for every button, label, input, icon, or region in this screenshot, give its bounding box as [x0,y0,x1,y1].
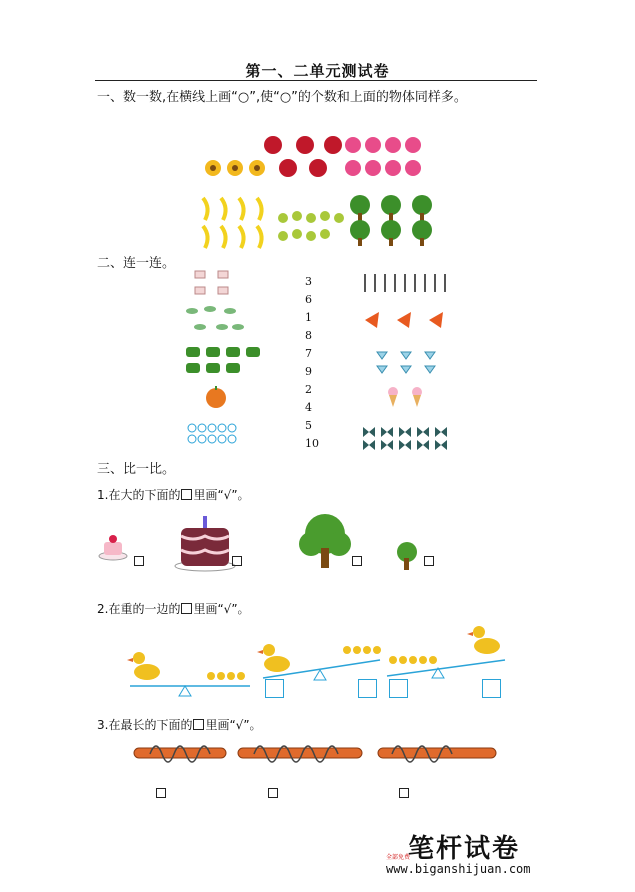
number-item: 6 [305,293,312,306]
number-item: 9 [305,365,312,378]
answer-box-small-tree[interactable] [424,556,434,566]
chick-icon [343,646,381,654]
number-item: 8 [305,329,312,342]
title-underline [95,80,537,81]
pipe-icon [134,746,226,762]
section-2-right-pictures [355,270,455,455]
chick-icon [207,672,245,680]
pipe-icon [238,746,362,762]
big-tree-icon [299,514,351,568]
number-item: 4 [305,401,312,414]
apple-icon [264,136,342,177]
small-cake-icon [99,535,127,560]
tree-icon [350,195,432,246]
section-2-instruction: 二、连一连。 [97,256,176,271]
answer-box-seesaw-2-left[interactable] [265,679,284,698]
question-1-text-before: 1.在大的下面的 [97,488,181,502]
section-1-instruction: 一、数一数,在横线上画“○”,使“○”的个数和上面的物体同样多。 [97,90,467,105]
question-1-text-after: 里画“√”。 [193,488,250,502]
question-2 [97,600,250,617]
answer-box-pipe-1[interactable] [156,788,166,798]
small-tree-icon [397,542,417,570]
answer-box-pipe-3[interactable] [399,788,409,798]
butterfly-icon [363,427,447,450]
card-icon [195,271,228,294]
number-item: 5 [305,419,312,432]
seesaw-1 [127,652,250,696]
duck-icon [467,626,500,654]
example-answer-box [181,603,192,614]
number-item: 7 [305,347,312,360]
pumpkin-icon [206,386,226,408]
brand-url[interactable]: www.biganshijuan.com [386,862,531,876]
peach-icon [345,137,421,176]
ring-icon [188,424,236,443]
question-3-text-after: 里画“√”。 [205,718,262,732]
example-answer-box [181,489,192,500]
answer-box-seesaw-2-right[interactable] [358,679,377,698]
number-item: 10 [305,437,319,450]
question-2-picture [125,622,510,702]
number-item: 2 [305,383,312,396]
number-column [305,273,319,453]
duck-icon [257,644,290,672]
question-1 [97,486,250,503]
boat-icon [377,352,435,373]
section-2-left-pictures [180,265,260,455]
question-1-picture [95,512,445,574]
question-3-text-before: 3.在最长的下面的 [97,718,193,732]
answer-box-seesaw-3-right[interactable] [482,679,501,698]
brand-tag: 全部免费 [386,854,411,861]
big-cake-icon [175,516,235,571]
brand-logo: 笔杆试卷 [408,834,521,864]
question-3-picture [130,738,500,770]
ice-cream-icon [388,387,422,407]
candy-icon [186,306,244,330]
seesaw-2 [257,644,381,680]
banana-icon [203,198,262,248]
section-1-picture [195,130,445,250]
duck-icon [127,652,160,680]
question-2-text-before: 2.在重的一边的 [97,602,181,616]
chick-icon [389,656,437,664]
number-item: 3 [305,275,312,288]
answer-box-pipe-2[interactable] [268,788,278,798]
goldfish-icon [365,312,443,328]
seesaw-3 [387,626,505,678]
example-answer-box [193,719,204,730]
question-2-text-after: 里画“√”。 [193,602,250,616]
pipe-icon [378,746,496,762]
pear-icon [278,211,344,241]
answer-box-big-tree[interactable] [352,556,362,566]
answer-box-big-cake[interactable] [232,556,242,566]
leaf-icon [186,347,260,373]
answer-box-seesaw-3-left[interactable] [389,679,408,698]
page-title: 第一、二单元测试卷 [245,62,390,80]
sunflower-icon [205,160,265,176]
number-item: 1 [305,311,312,324]
question-3 [97,716,262,733]
pencil-icon [365,274,445,292]
answer-box-small-cake[interactable] [134,556,144,566]
section-3-instruction: 三、比一比。 [97,462,176,477]
